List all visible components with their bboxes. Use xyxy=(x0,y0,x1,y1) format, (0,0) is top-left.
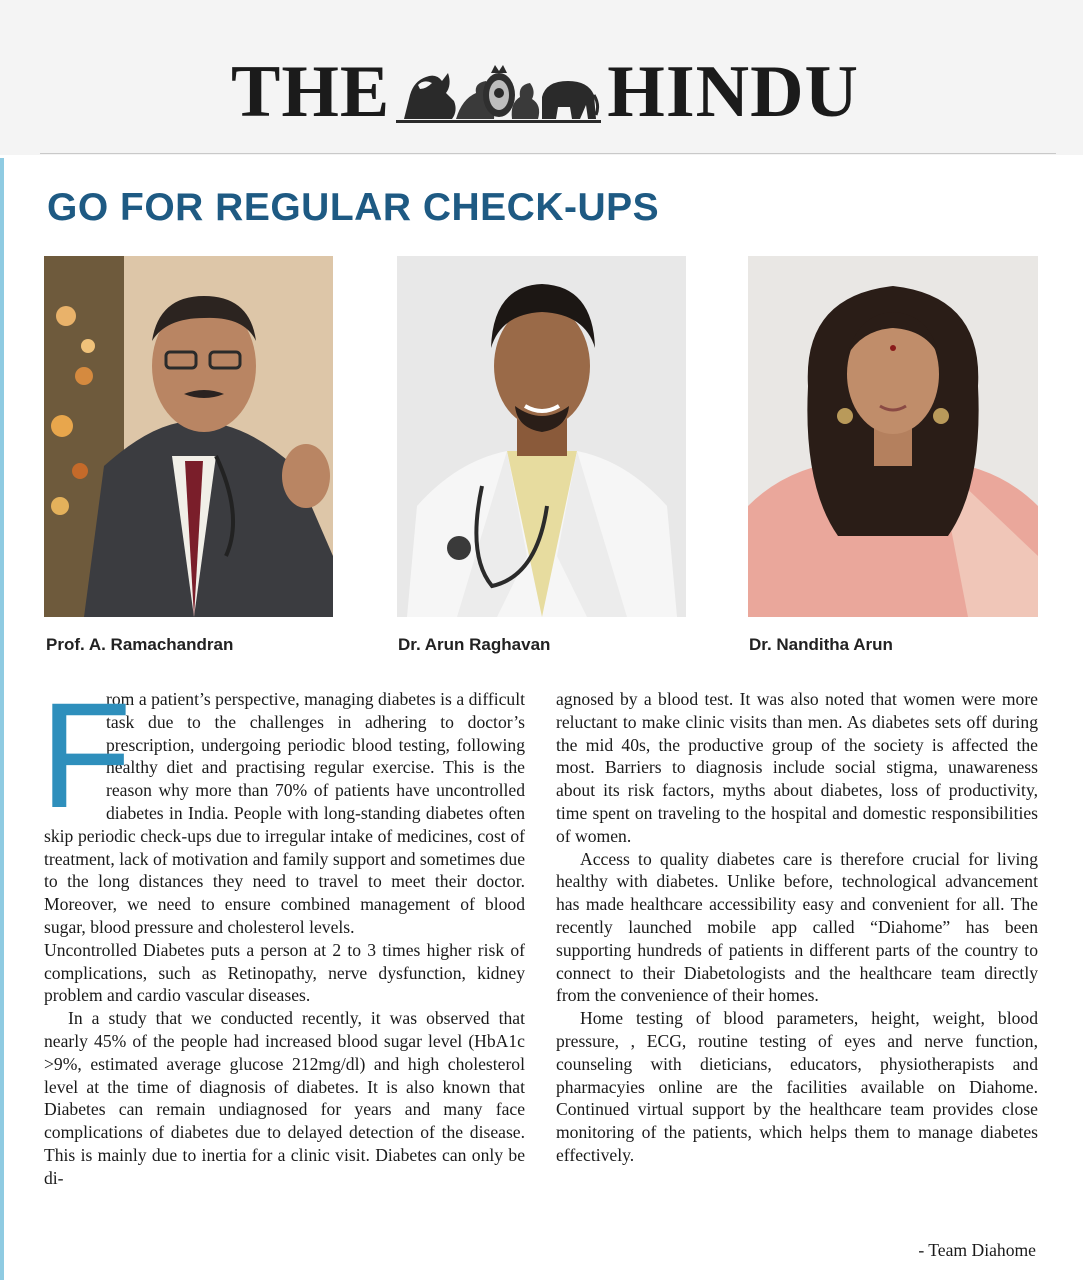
article-paragraph-2: Uncontrolled Diabetes puts a person at 2 to 3 times higher risk of complications, such as Retinopathy, nerve dysfunction, kidney problem and cardio vascular diseases. xyxy=(44,939,525,1006)
article-paragraph-3: In a study that we conducted recently, it was observed that nearly 45% of the people had increased blood sugar level (HbA1c >9%, estimated average glucose 212mg/dl) and high cholesterol level at the time of diagnosis of diabetes. It is also known that Diabetes can remain undiagnosed for years and many face complications of diabetes due to delayed detection of the disease. This is mainly due to inertia for a clinic visit. Diabetes can only be di- xyxy=(44,1008,525,1188)
article-column-left xyxy=(40,671,525,1268)
caption-dr-arun-raghavan: Dr. Arun Raghavan xyxy=(398,635,551,654)
photo-dr-arun-raghavan xyxy=(397,256,686,617)
caption-prof-ramachandran: Prof. A. Ramachandran xyxy=(46,635,234,654)
page-accent-bar xyxy=(0,158,4,1280)
article-column-right xyxy=(556,688,1038,1268)
article-signature: - Team Diahome xyxy=(918,1240,1036,1260)
masthead xyxy=(0,0,1083,155)
article-headline: GO FOR REGULAR CHECK-UPS xyxy=(47,186,660,229)
article-paragraph-4: agnosed by a blood test. It was also noted that women were more reluctant to make clinic visits than men. As diabetes sets off during the mid 40s, the productive group of the society is affected the most. Barriers to diagnosis include social stigma, unawareness about its risk factors, myths about diabetes, loss of productivity, time spent on traveling to the hospital and domestic responsibilities of women. xyxy=(556,689,1038,846)
drop-cap: F xyxy=(40,671,132,839)
article-paragraph-5: Access to quality diabetes care is therefore crucial for living healthy with diabetes. Unlike before, technological advancement has made healthcare accessibility easy and convenient for all. The recently launched mobile app called “Diahome” has been supporting hundreds of patients in different parts of the country to connect to their Diabetologists and the healthcare team directly from the convenience of their homes. xyxy=(556,848,1038,1006)
article-paragraph-6: Home testing of blood parameters, height, weight, blood pressure, , ECG, routine testing of eyes and nerve function, counseling with dieticians, educators, physiotherapists and pharmacyies online are the facilities available on Diahome. Continued virtual support by the healthcare team provides close monitoring of the patients, which helps them to manage diabetes effectively. xyxy=(556,1008,1038,1165)
masthead-word-hindu: HINDU xyxy=(607,51,859,133)
caption-dr-nanditha-arun: Dr. Nanditha Arun xyxy=(749,635,893,654)
photo-dr-nanditha-arun xyxy=(748,256,1038,617)
masthead-logo xyxy=(215,52,875,132)
masthead-word-the: THE xyxy=(231,51,391,133)
masthead-emblem-icon xyxy=(396,59,601,125)
article-paragraph-1: F rom a patient’s perspective, managing diabetes is a difficult task due to the challenges in adhering to doctor’s prescription, undergoing periodic blood testing, following healthy diet and practising regular exercise. This is the reason why more than 70% of patients have uncontrolled diabetes in India. People with long-standing diabetes often skip periodic check-ups due to irregular intake of medicines, cost of treatment, lack of motivation and family support and sometimes due to the long distances they need to travel to meet their doctor. Moreover, we need to ensure combined management of blood sugar, blood pressure and cholesterol levels. xyxy=(40,671,525,937)
masthead-divider xyxy=(40,153,1056,154)
photo-prof-ramachandran xyxy=(44,256,333,617)
